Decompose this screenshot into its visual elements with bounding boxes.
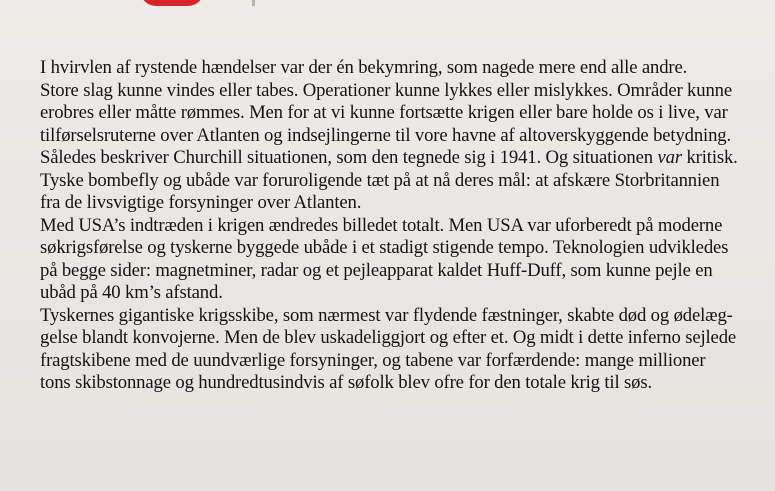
text-line: Tyske bombefly og ubåde var foruroligende tæt på at nå deres mål: at afskære Storbritannien — [40, 169, 720, 191]
text-line: I hvirvlen af rystende hændelser var der én bekymring, som nagede mere end alle andre. — [40, 57, 688, 78]
text-line: på begge sider: magnetminer, radar og et pejleapparat kaldet Huff-Duff, som kunne pejle en — [40, 259, 713, 281]
emphasis-text: var — [657, 147, 682, 168]
text-run: Således beskriver Churchill situationen, som den tegnede sig i 1941. Og situationen — [40, 147, 658, 168]
text-line: fra de livsvigtige forsyninger over Atlanten. — [40, 192, 362, 213]
text-line: ubåd på 40 km’s afstand. — [40, 282, 223, 303]
text-line: Store slag kunne vindes eller tabes. Operationer kunne lykkes eller mislykkes. Områder kunne — [40, 79, 732, 101]
top-mark — [252, 0, 255, 6]
paragraph-3 — [40, 305, 758, 395]
text-line: Tyskernes gigantiske krigsskibe, som nærmest var flydende fæstninger, skabte død og ødelæg- — [40, 304, 733, 326]
text-line — [40, 147, 758, 170]
text-line: tons skibstonnage og hundredtusindvis af søfolk blev ofre for den totale krig til søs. — [40, 372, 653, 393]
text-run: kritisk. — [681, 147, 738, 168]
paragraph-1 — [40, 57, 758, 215]
text-line: Med USA’s indtræden i krigen ændredes billedet totalt. Men USA var uforberedt på moderne — [40, 214, 723, 236]
text-line: tilførselsruterne over Atlanten og indsejlingerne til vore havne af altoverskyggende betydning. — [40, 124, 731, 146]
text-line: gelse blandt konvojerne. Men de blev uskadeliggjort og efter et. Og midt i dette inferno sejlede — [40, 327, 737, 348]
text-line: fragtskibene med de uundværlige forsyninger, og tabene var forfærdende: mange millioner — [40, 349, 706, 371]
text-line: søkrigsførelse og tyskerne byggede ubåde i et stadigt stigende tempo. Teknologien udvikledes — [40, 237, 729, 258]
text-line: erobres eller måtte rømmes. Men for at vi kunne fortsætte krigen eller bare holde os i live, var — [40, 102, 728, 123]
body-text — [40, 57, 758, 395]
paragraph-2 — [40, 215, 758, 305]
